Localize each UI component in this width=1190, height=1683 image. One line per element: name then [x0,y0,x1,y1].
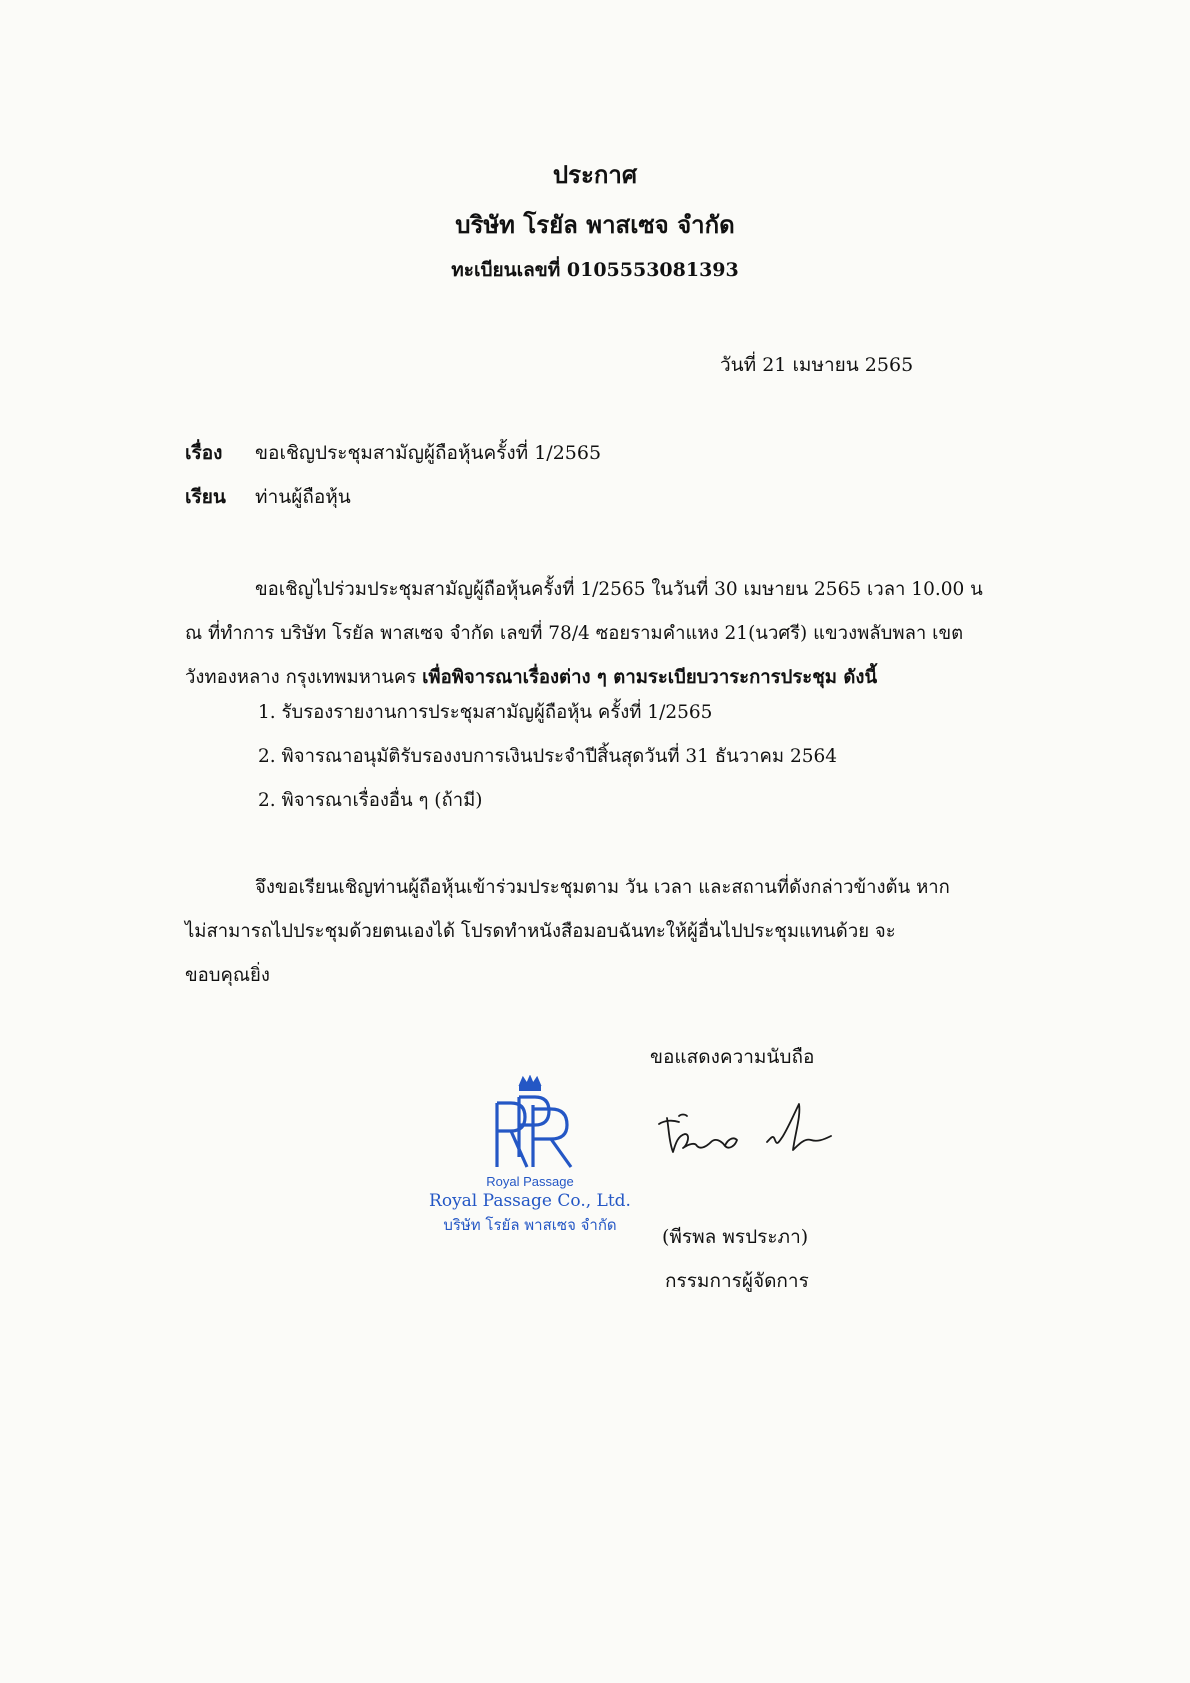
closing-line-2: ไม่สามารถไปประชุมด้วยตนเองได้ โปรดทำหนังสือมอบฉันทะให้ผู้อื่นไปประชุมแทนด้วย จะ [185,921,896,942]
agenda-item-3: 2. พิจารณาเรื่องอื่น ๆ (ถ้ามี) [258,790,483,811]
body-line-3-bold: เพื่อพิจารณาเรื่องต่าง ๆ ตามระเบียบวาระการประชุม ดังนี้ [422,667,878,688]
recipient-line [185,482,351,512]
company-name: บริษัท โรยัล พาสเซจ จำกัด [455,210,735,239]
agenda-item-2: 2. พิจารณาอนุมัติรับรองงบการเงินประจำปีสิ้นสุดวันที่ 31 ธันวาคม 2564 [258,746,838,767]
rpr-logo-icon [475,1075,585,1170]
signature-icon [655,1090,845,1170]
subject-label: เรื่อง [185,442,223,464]
recipient-text: ท่านผู้ถือหุ้น [255,486,351,508]
logo-brand-small: Royal Passage [486,1174,574,1189]
logo-brand-th: บริษัท โรยัล พาสเซจ จำกัด [443,1216,617,1234]
recipient-label: เรียน [185,486,226,508]
subject-text: ขอเชิญประชุมสามัญผู้ถือหุ้นครั้งที่ 1/2565 [255,442,602,464]
signoff: ขอแสดงความนับถือ [650,1046,815,1068]
logo-brand-en: Royal Passage Co., Ltd. [429,1191,631,1211]
body-line-3: วังทองหลาง กรุงเทพมหานคร [185,667,417,688]
document-date: วันที่ 21 เมษายน 2565 [720,354,914,376]
invitation-paragraph [185,568,1010,700]
body-line-1: ขอเชิญไปร่วมประชุมสามัญผู้ถือหุ้นครั้งที่ 1/2565 ในวันที่ 30 เมษายน 2565 เวลา 10.00 น [255,579,983,600]
company-stamp [420,1075,640,1237]
subject-line [185,438,601,468]
body-line-2: ณ ที่ทำการ บริษัท โรยัล พาสเซจ จำกัด เลขที่ 78/4 ซอยรามคำแหง 21(นวศรี) แขวงพลับพลา เขต [185,623,964,644]
closing-line-1: จึงขอเรียนเชิญท่านผู้ถือหุ้นเข้าร่วมประชุมตาม วัน เวลา และสถานที่ดังกล่าวข้างต้น หาก [255,877,950,898]
closing-paragraph [185,866,1010,998]
announcement-title: ประกาศ [552,160,638,189]
signer-title: กรรมการผู้จัดการ [665,1270,809,1292]
agenda-item-1: 1. รับรองรายงานการประชุมสามัญผู้ถือหุ้น ครั้งที่ 1/2565 [258,702,713,723]
registration-number: ทะเบียนเลขที่ 0105553081393 [451,259,739,281]
signer-name: (พีรพล พรประภา) [662,1226,809,1248]
closing-line-3: ขอบคุณยิ่ง [185,965,270,986]
